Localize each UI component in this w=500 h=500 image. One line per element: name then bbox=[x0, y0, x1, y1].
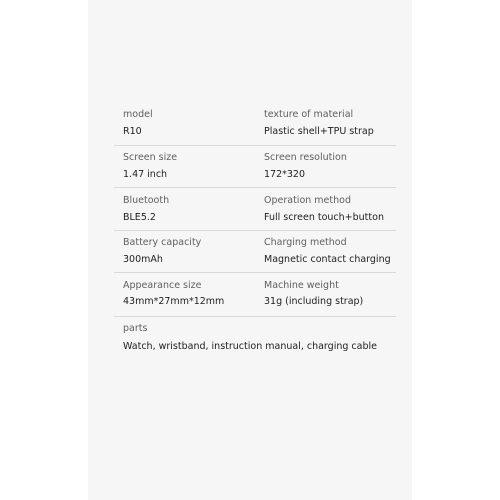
row-divider bbox=[114, 316, 396, 317]
spec-label-charging-method: Charging method bbox=[264, 237, 347, 248]
spec-value-appearance-size: 43mm*27mm*12mm bbox=[123, 296, 225, 307]
row-divider bbox=[114, 230, 396, 231]
spec-value-parts: Watch, wristband, instruction manual, charging cable bbox=[123, 341, 377, 352]
spec-label-machine-weight: Machine weight bbox=[264, 280, 339, 291]
spec-value-battery-capacity: 300mAh bbox=[123, 254, 163, 265]
spec-label-screen-size: Screen size bbox=[123, 152, 178, 163]
row-divider bbox=[114, 145, 396, 146]
spec-value-operation-method: Full screen touch+button bbox=[264, 212, 384, 223]
spec-label-material: texture of material bbox=[264, 109, 354, 120]
spec-value-material: Plastic shell+TPU strap bbox=[264, 126, 374, 137]
spec-value-machine-weight: 31g (including strap) bbox=[264, 296, 364, 307]
spec-value-screen-resolution: 172*320 bbox=[264, 169, 306, 180]
spec-label-bluetooth: Bluetooth bbox=[123, 195, 170, 206]
spec-label-battery-capacity: Battery capacity bbox=[123, 237, 202, 248]
spec-value-model: R10 bbox=[123, 126, 142, 137]
spec-panel bbox=[88, 0, 412, 500]
spec-value-screen-size: 1.47 inch bbox=[123, 169, 168, 180]
row-divider bbox=[114, 187, 396, 188]
spec-value-bluetooth: BLE5.2 bbox=[123, 212, 156, 223]
spec-label-parts: parts bbox=[123, 323, 148, 334]
spec-value-charging-method: Magnetic contact charging bbox=[264, 254, 391, 265]
spec-label-operation-method: Operation method bbox=[264, 195, 351, 206]
spec-label-appearance-size: Appearance size bbox=[123, 280, 202, 291]
spec-label-screen-resolution: Screen resolution bbox=[264, 152, 347, 163]
spec-label-model: model bbox=[123, 109, 153, 120]
row-divider bbox=[114, 272, 396, 273]
